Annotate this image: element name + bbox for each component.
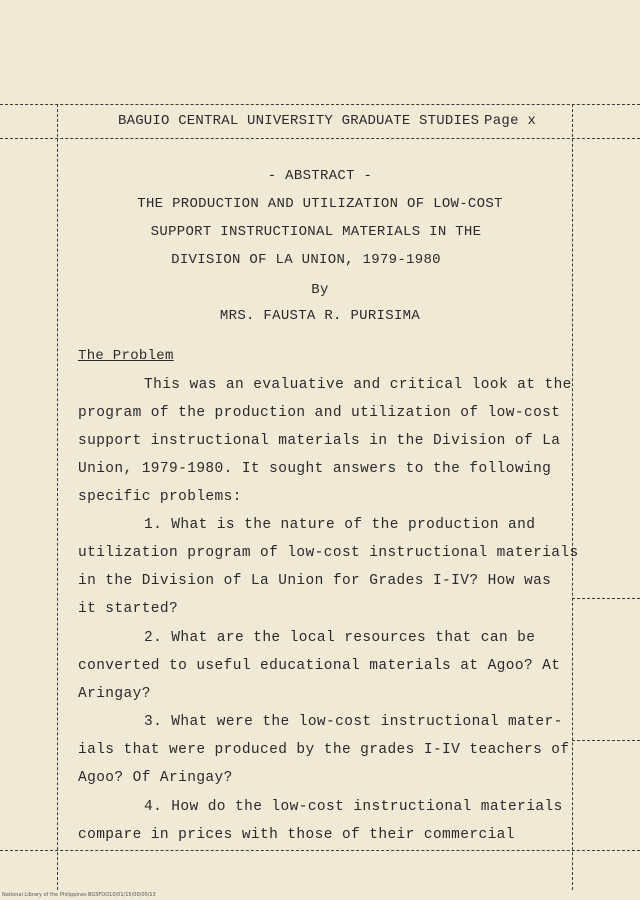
document-id: BGSFOO10/01/15/00/00/13 [88, 892, 156, 898]
body-line: 2. What are the local resources that can be [144, 630, 536, 646]
body-line: 4. How do the low-cost instructional materials [144, 799, 563, 815]
bottom-rule [0, 850, 640, 851]
section-heading: The Problem [78, 348, 174, 364]
right-tick-rule-2 [572, 740, 640, 741]
library-source: National Library of the Philippines [2, 892, 87, 898]
body-line: utilization program of low-cost instructional materials [78, 545, 579, 561]
body-line: Union, 1979-1980. It sought answers to the following [78, 461, 552, 477]
body-line: specific problems: [78, 489, 242, 505]
title-line-3: DIVISION OF LA UNION, 1979-1980 [171, 252, 441, 268]
body-line: converted to useful educational materials at Agoo? At [78, 658, 561, 674]
header-rule [0, 138, 640, 139]
body-line: 3. What were the low-cost instructional mater- [144, 714, 563, 730]
top-rule [0, 104, 640, 105]
body-line: This was an evaluative and critical look at the [144, 377, 572, 393]
body-line: in the Division of La Union for Grades I-IV? How was [78, 573, 552, 589]
author-name: MRS. FAUSTA R. PURISIMA [219, 308, 421, 324]
institution-header: BAGUIO CENTRAL UNIVERSITY GRADUATE STUDIES [118, 113, 480, 129]
body-line: program of the production and utilization of low-cost [78, 405, 561, 421]
title-line-1: THE PRODUCTION AND UTILIZATION OF LOW-COST [137, 196, 503, 212]
page-number: Page x [484, 113, 537, 129]
right-margin-rule [572, 104, 573, 890]
body-line: Agoo? Of Aringay? [78, 770, 233, 786]
right-tick-rule [572, 598, 640, 599]
body-line: it started? [78, 601, 179, 617]
body-line: ials that were produced by the grades I-IV teachers of [78, 742, 570, 758]
body-line: Aringay? [78, 686, 151, 702]
title-line-2: SUPPORT INSTRUCTIONAL MATERIALS IN THE [150, 224, 482, 240]
left-margin-rule [57, 104, 58, 890]
body-line: compare in prices with those of their commercial [78, 827, 515, 843]
body-line: support instructional materials in the Division of La [78, 433, 561, 449]
by-label: By [311, 282, 329, 298]
abstract-label: - ABSTRACT - [267, 168, 373, 184]
body-line: 1. What is the nature of the production and [144, 517, 536, 533]
